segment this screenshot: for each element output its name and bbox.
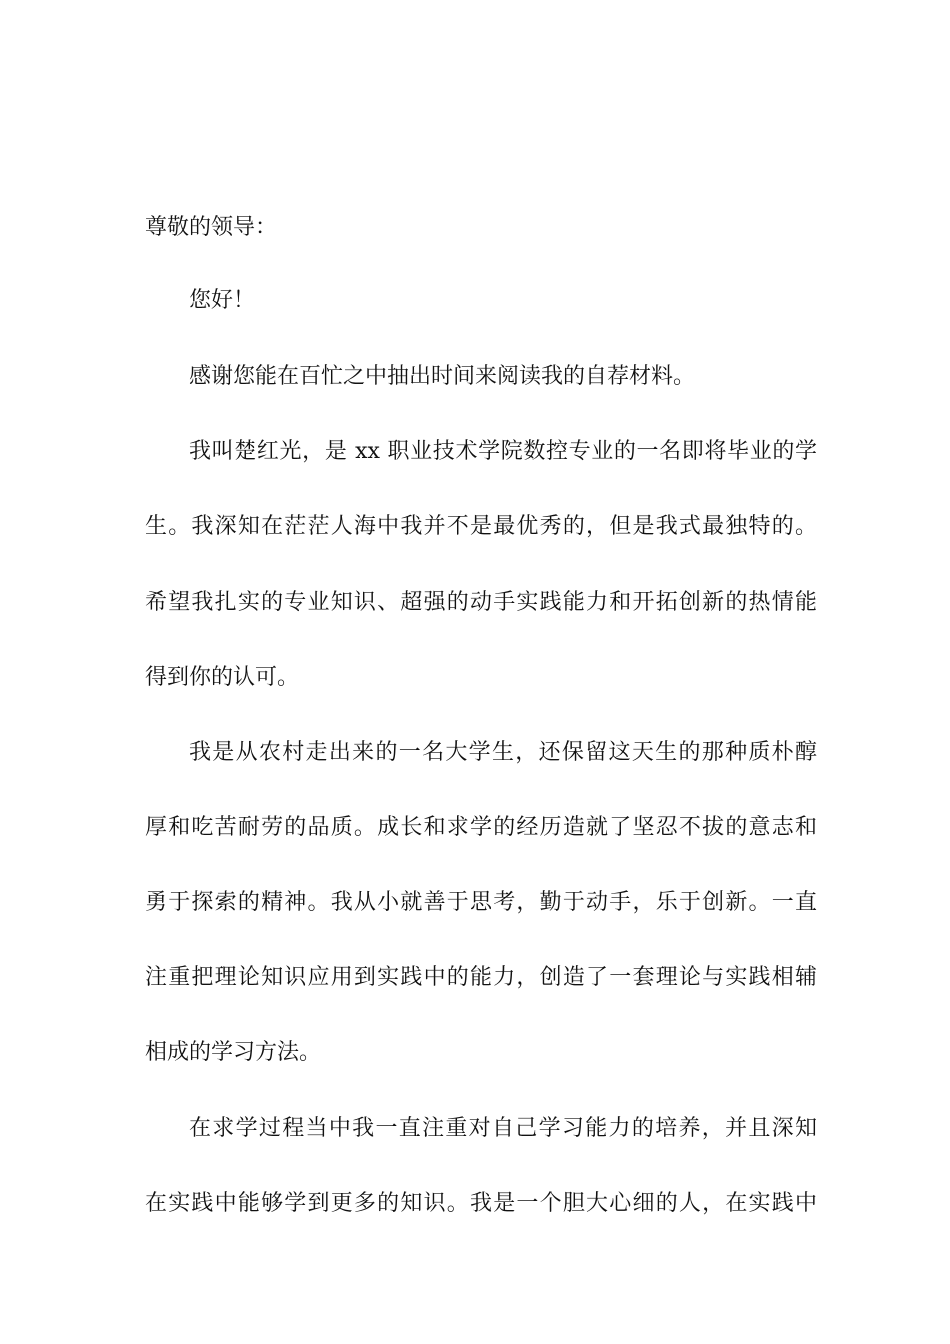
paragraph-line: 希望我扎实的专业知识、超强的动手实践能力和开拓创新的热情能 — [145, 590, 817, 615]
greeting: 您好！ — [189, 288, 256, 313]
salutation: 尊敬的领导： — [145, 215, 278, 240]
paragraph-line: 生。我深知在茫茫人海中我并不是最优秀的，但是我式最独特的。 — [145, 514, 817, 539]
paragraph-line: 厚和吃苦耐劳的品质。成长和求学的经历造就了坚忍不拔的意志和 — [145, 815, 817, 840]
paragraph-line: 注重把理论知识应用到实践中的能力，创造了一套理论与实践相辅 — [145, 965, 817, 990]
paragraph-line: 感谢您能在百忙之中抽出时间来阅读我的自荐材料。 — [189, 364, 696, 389]
paragraph-line: 在求学过程当中我一直注重对自己学习能力的培养，并且深知 — [189, 1116, 817, 1141]
paragraph-line: 在实践中能够学到更多的知识。我是一个胆大心细的人，在实践中 — [145, 1191, 817, 1216]
paragraph-line: 我叫楚红光，是 xx 职业技术学院数控专业的一名即将毕业的学 — [189, 439, 817, 464]
paragraph-line: 相成的学习方法。 — [145, 1040, 322, 1065]
paragraph-line: 得到你的认可。 — [145, 665, 300, 690]
paragraph-line: 勇于探索的精神。我从小就善于思考，勤于动手，乐于创新。一直 — [145, 890, 817, 915]
paragraph-line: 我是从农村走出来的一名大学生，还保留这天生的那种质朴醇 — [189, 740, 817, 765]
